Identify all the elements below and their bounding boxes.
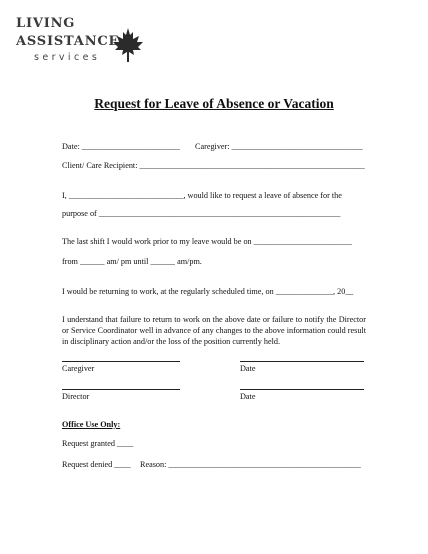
reason-field[interactable]: Reason: _______________________________________________ [140,460,361,469]
document-title: Request for Leave of Absence or Vacation [94,96,334,111]
request-granted-field[interactable]: Request granted ____ [62,439,134,448]
client-field[interactable]: Client/ Care Recipient: _______________________________________________________ [62,161,365,170]
last-shift-field[interactable]: The last shift I would work prior to my leave would be on ________________________ [62,237,352,246]
date-field[interactable]: Date: ________________________ [62,142,181,151]
director-signature-line[interactable] [62,389,180,390]
purpose-field[interactable]: purpose of ___________________________________________________________ [62,209,341,218]
time-range-field[interactable]: from ______ am/ pm until ______ am/pm. [62,257,202,266]
request-denied-field[interactable]: Request denied ____ [62,460,131,469]
caregiver-date-line[interactable] [240,361,364,362]
logo-line-assistance: ASSISTANCE [16,34,120,49]
return-date-field[interactable]: I would be returning to work, at the regularly scheduled time, on ______________, 20__ [62,287,354,296]
caregiver-field[interactable]: Caregiver: ________________________________ [195,142,363,151]
maple-leaf-icon [112,28,144,62]
logo-line-services: services [34,52,101,63]
director-date-label: Date [240,392,256,401]
caregiver-signature-label: Caregiver [62,364,95,373]
caregiver-date-label: Date [240,364,256,373]
logo-line-living: LIVING [16,16,76,31]
request-name-field[interactable]: I, ____________________________, would like to request a leave of absence for the [62,191,342,200]
director-signature-label: Director [62,392,90,401]
notice-paragraph: I understand that failure to return to work on the above date or failure to notify the Director or Service Coordinator well in advance of any changes to the above information could result in disciplinary action and/or the loss of the position currently held. [62,315,366,346]
caregiver-signature-line[interactable] [62,361,180,362]
company-logo [16,16,134,66]
director-date-line[interactable] [240,389,364,390]
office-use-heading: Office Use Only: [62,420,121,429]
